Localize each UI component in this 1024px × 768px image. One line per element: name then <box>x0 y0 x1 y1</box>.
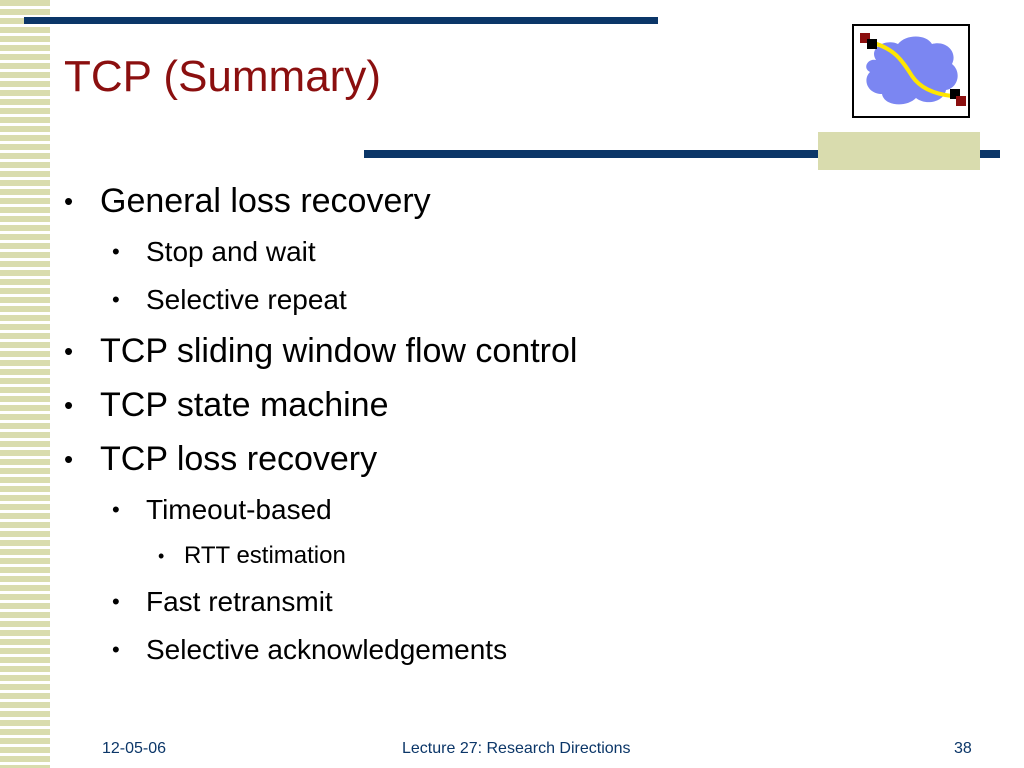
bullet-text: Stop and wait <box>146 236 316 267</box>
bullet-marker: • <box>112 287 120 312</box>
network-cloud-icon <box>854 26 968 116</box>
bullet-text: TCP loss recovery <box>100 440 378 478</box>
bullet-item <box>62 630 962 678</box>
bullet-item <box>62 436 962 490</box>
bullet-marker: • <box>64 444 74 474</box>
bullet-item <box>62 538 962 582</box>
slide-title: TCP (Summary) <box>64 52 381 101</box>
bullet-marker: • <box>112 637 120 662</box>
bullet-item <box>62 382 962 436</box>
bullet-marker: • <box>158 546 165 566</box>
bullet-marker: • <box>64 390 74 420</box>
bullet-text: TCP state machine <box>100 386 389 424</box>
top-rule <box>24 17 658 24</box>
bullet-item <box>62 328 962 382</box>
bullet-marker: • <box>64 186 74 216</box>
bullet-text: Selective repeat <box>146 284 347 315</box>
left-stripe-decoration <box>0 0 50 768</box>
bullet-item <box>62 280 962 328</box>
bullet-item <box>62 490 962 538</box>
bullet-item <box>62 178 962 232</box>
bullet-text: RTT estimation <box>184 542 346 569</box>
bullet-marker: • <box>64 336 74 366</box>
slide-body <box>62 178 962 678</box>
bullet-item <box>62 582 962 630</box>
node-top-black <box>867 39 877 49</box>
bullet-text: General loss recovery <box>100 182 431 220</box>
node-bottom-red <box>956 96 966 106</box>
accent-block <box>818 132 980 170</box>
bullet-text: TCP sliding window flow control <box>100 332 578 370</box>
bullet-marker: • <box>112 589 120 614</box>
logo <box>852 24 970 118</box>
bullet-text: Timeout-based <box>146 494 332 525</box>
bullet-marker: • <box>112 497 120 522</box>
bullet-text: Fast retransmit <box>146 586 333 617</box>
footer-title: Lecture 27: Research Directions <box>402 740 631 757</box>
page-number: 38 <box>954 740 972 757</box>
footer-date: 12-05-06 <box>102 740 167 757</box>
bullet-item <box>62 232 962 280</box>
bullet-text: Selective acknowledgements <box>146 634 508 665</box>
bullet-marker: • <box>112 239 120 264</box>
